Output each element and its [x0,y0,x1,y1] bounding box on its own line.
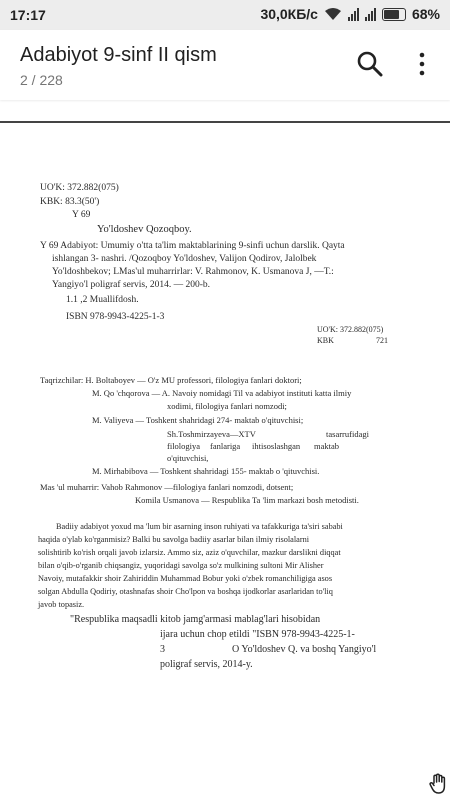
reviewers-line: Sh.Toshmirzayeva—XTV [167,429,256,439]
search-icon[interactable] [356,50,384,78]
udc-code-2: UO'K: 372.882(075) [317,325,384,334]
reviewers-line: o'qituvchisi, [167,453,209,463]
intro-line: haqida o'ylab ko'rganmisiz? Balki bu savolga badiiy asarlar bilan ilmiy risolalarni [38,535,310,544]
more-vert-icon[interactable] [412,50,432,78]
kbk-code-2: KBK [317,336,334,345]
document-page[interactable] [0,118,450,800]
isbn-line: ISBN 978-9943-4225-1-3 [66,312,165,322]
footer-line: poligraf servis, 2014-y. [160,659,253,670]
status-bar [0,0,450,30]
reviewers-line: M. Qo 'chqorova — A. Navoiy nomidagi Til va adabiyot instituti katta ilmiy [92,388,352,398]
status-right [260,6,440,22]
page-top-rule [0,121,450,123]
reviewers-line: filologiya [167,441,201,451]
battery-percent: 68% [411,6,440,22]
udc-code: UO'K: 372.882(075) [40,183,119,193]
author-mark: Y 69 [72,210,91,220]
reviewers-line: M. Valiyeva — Toshkent shahridagi 274- maktab o'qituvchisi; [92,415,304,425]
intro-line: javob topasiz. [38,600,85,609]
network-speed: 30,0КБ/с [260,6,318,22]
reviewers-line: tasarrufidagi [326,429,369,439]
editor-line: Komila Usmanova — Respublika Ta 'lim markazi bosh metodisti. [135,495,359,505]
biblio-line: Yo'ldoshbekov; LMas'ul muharrirlar: V. Rahmonov, K. Usmanova J, —T.: [52,267,334,277]
wifi-icon [324,7,342,21]
document-title: Adabiyot 9-sinf II qism [20,44,217,66]
signal-icon-2 [365,8,376,21]
biblio-line: Y 69 Adabiyot: Umumiy o'tta ta'lim maktablarining 9-sinfi uchun darslik. Qayta [40,241,345,251]
intro-line: solgan Abdulla Qodiriy, otashnafas shoir Cho'lpon va boshqa ijodkorlar asarlaridan to'liq [38,587,333,596]
biblio-line: ishlangan 3- nashri. /Qozoqboy Yo'ldoshev, Valijon Qodirov, Jalolbek [52,254,317,264]
footer-line: O Yo'ldoshev Q. va boshq Yangiyo'l [232,644,377,655]
footer-line: ijara uchun chop etildi "ISBN 978-9943-4225-1- [160,629,355,640]
reviewers-line: Taqrizchilar: H. Boltaboyev — O'z MU professori, filologiya fanlari doktori; [40,375,302,385]
reviewers-line: ihtisoslashgan [252,441,301,451]
reviewers-line: maktab [314,441,340,451]
status-time: 17:17 [10,7,46,23]
author-name: Yo'ldoshev Qozoqboy. [97,224,192,235]
intro-line: Navoiy, mutafakkir shoir Zahiriddin Muhammad Bobur yoki o'zbek romanchiligiga asos [38,574,333,583]
reviewers-line: xodimi, filologiya fanlari nomzodi; [167,401,287,411]
reviewers-line: M. Mirhabibova — Toshkent shahridagi 155- maktab o 'qituvchisi. [92,466,320,476]
reviewers-line: fanlariga [210,441,241,451]
footer-line: "Respublika maqsadli kitob jamg'armasi mablag'lari hisobidan [70,614,321,625]
battery-icon [382,8,406,21]
kbk-number-2: 721 [376,336,388,345]
intro-line: solishtirib ko'rish orqali javob izlarsiz. Ammo siz, aziz o'quvchilar, mazkur darslikni diqqat [38,548,341,557]
hand-pointer-icon[interactable] [428,773,448,795]
footer-line: 3 [160,644,165,655]
kbk-code: KBK: 83.3(50') [40,197,100,207]
ref-line: 1.1 ,2 Muallifdosh. [66,295,139,305]
app-bar [0,30,450,100]
intro-line: bilan o'qib-o'rganib chiqsangiz, yuqoridagi savolga so'z mulkining sultoni Mir Alisher [38,561,324,570]
editor-line: Mas 'ul muharrir: Vahob Rahmonov —filologiya fanlari nomzodi, dotsent; [40,482,294,492]
page-indicator: 2 / 228 [20,72,63,88]
signal-icon [348,8,359,21]
intro-line: Badiiy adabiyot yoxud ma 'lum bir asarning inson ruhiyati va tafakkuriga ta'siri sababi [56,522,343,531]
biblio-line: Yangiyo'l poligraf servis, 2014. — 200-b. [52,280,211,290]
